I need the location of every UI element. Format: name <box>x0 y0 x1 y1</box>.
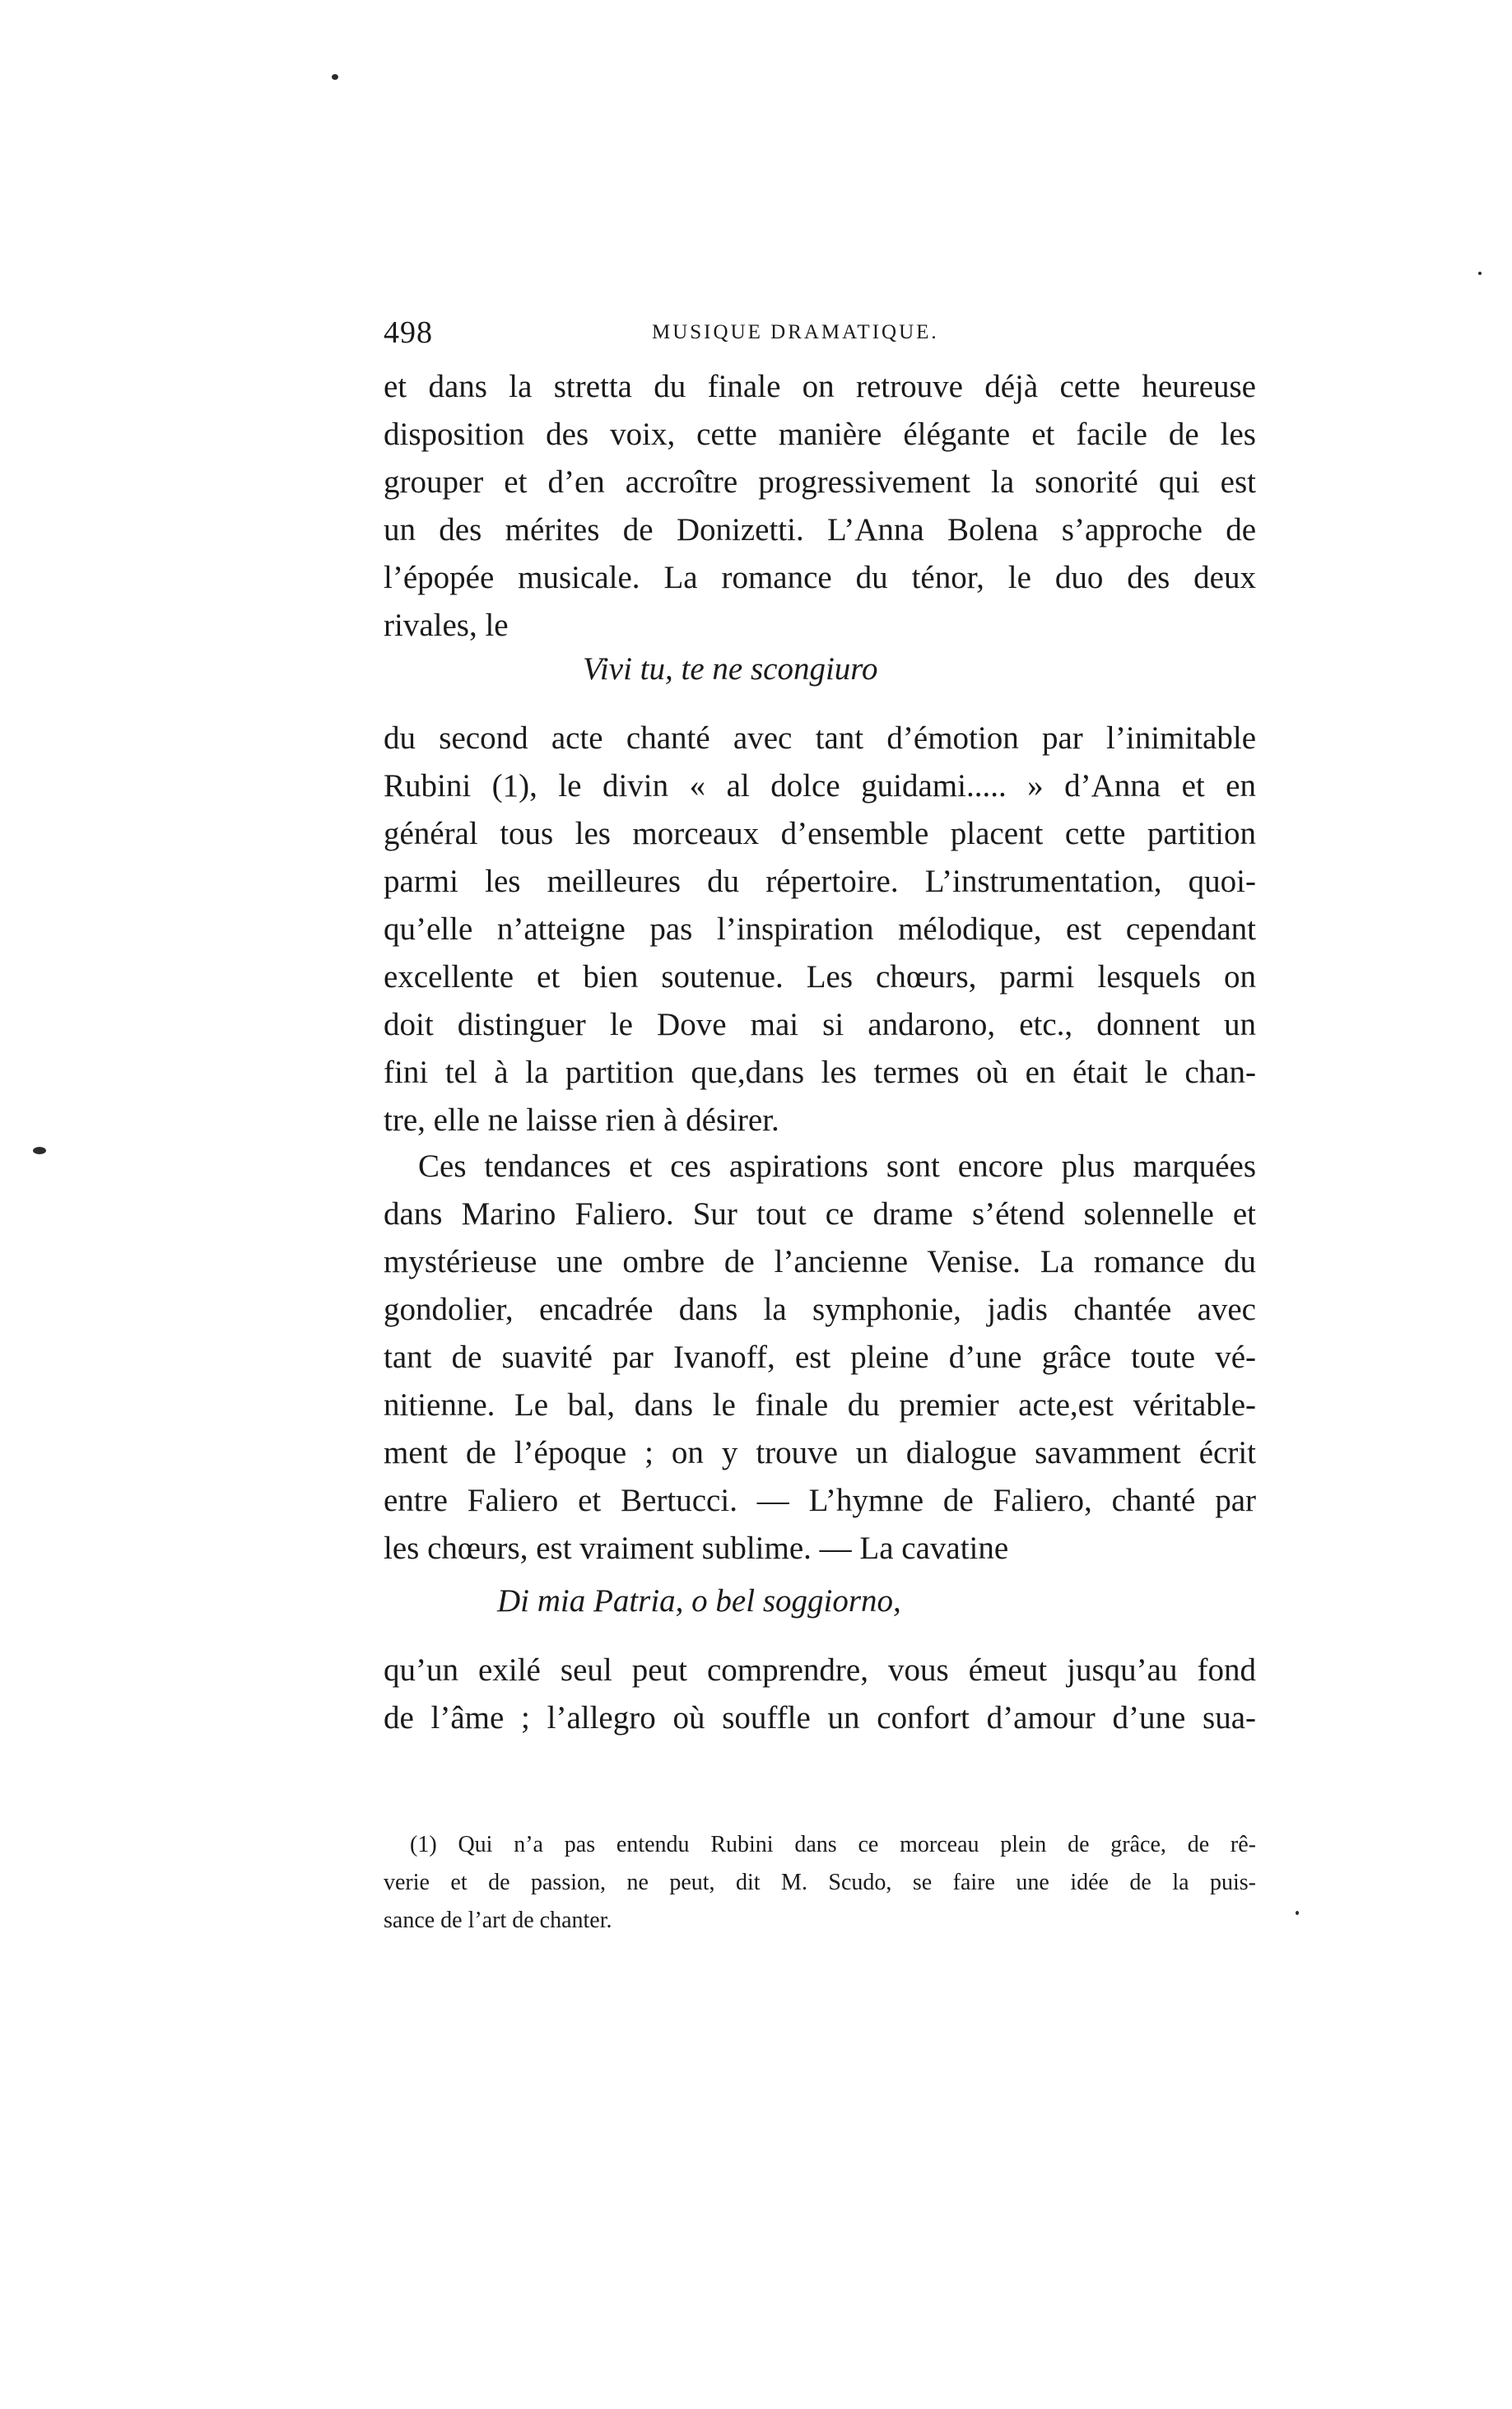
footnote-line: sance de l’art de chanter. <box>384 1908 612 1933</box>
paragraph-4 <box>384 1647 1256 1742</box>
verse-quote-1 <box>384 645 1256 693</box>
footnote-line: (1) Qui n’a pas entendu Rubini dans ce morceau plein de grâce, de rê- <box>410 1832 1256 1857</box>
text-line: Rubini (1), le divin « al dolce guidami..... » d’Anna et en <box>384 768 1256 804</box>
page-header <box>384 315 1272 356</box>
text-line: général tous les morceaux d’ensemble placent cette partition <box>384 816 1256 851</box>
verse-quote-2 <box>384 1577 1256 1625</box>
text-line: ment de l’époque ; on y trouve un dialogue savamment écrit <box>384 1435 1256 1470</box>
text-line: excellente et bien soutenue. Les chœurs, parmi lesquels on <box>384 959 1256 995</box>
page-number: 498 <box>384 315 433 350</box>
paragraph-1 <box>384 363 1256 650</box>
text-line: grouper et d’en accroître progressivement la sonorité qui est <box>384 464 1256 500</box>
text-line: l’épopée musicale. La romance du ténor, le duo des deux <box>384 560 1256 595</box>
scan-speck <box>1478 272 1482 275</box>
text-line: qu’un exilé seul peut comprendre, vous émeut jusqu’au fond <box>384 1652 1256 1688</box>
text-line: tre, elle ne laisse rien à désirer. <box>384 1102 779 1138</box>
text-line: mystérieuse une ombre de l’ancienne Venise. La romance du <box>384 1244 1256 1279</box>
verse-line: Di mia Patria, o bel soggiorno, <box>497 1583 901 1619</box>
text-line: doit distinguer le Dove mai si andarono, etc., donnent un <box>384 1007 1256 1042</box>
text-line: rivales, le <box>384 608 509 643</box>
scan-speck <box>332 74 338 80</box>
text-line: tant de suavité par Ivanoff, est pleine d’une grâce toute vé- <box>384 1340 1256 1375</box>
text-line: de l’âme ; l’allegro où souffle un confort d’amour d’une sua- <box>384 1700 1256 1736</box>
text-line: nitienne. Le bal, dans le finale du premier acte,est véritable- <box>384 1387 1256 1423</box>
verse-line: Vivi tu, te ne scongiuro <box>583 651 878 687</box>
footnote-line: verie et de passion, ne peut, dit M. Scudo, se faire une idée de la puis- <box>384 1870 1256 1895</box>
running-head: MUSIQUE DRAMATIQUE. <box>652 321 939 343</box>
text-line: du second acte chanté avec tant d’émotion par l’inimitable <box>384 720 1256 756</box>
text-line: parmi les meilleures du répertoire. L’instrumentation, quoi- <box>384 864 1256 899</box>
text-line: un des mérites de Donizetti. L’Anna Bolena s’approche de <box>384 512 1256 548</box>
paragraph-2 <box>384 715 1256 1144</box>
text-line: et dans la stretta du finale on retrouve déjà cette heureuse <box>384 369 1256 404</box>
scan-speck <box>1296 1911 1299 1915</box>
text-line: les chœurs, est vraiment sublime. — La cavatine <box>384 1531 1009 1566</box>
text-line: dans Marino Faliero. Sur tout ce drame s’étend solennelle et <box>384 1196 1256 1232</box>
paragraph-3 <box>384 1143 1256 1573</box>
text-line: entre Faliero et Bertucci. — L’hymne de Faliero, chanté par <box>384 1483 1256 1518</box>
text-line: fini tel à la partition que,dans les termes où en était le chan- <box>384 1055 1256 1090</box>
text-line: gondolier, encadrée dans la symphonie, jadis chantée avec <box>384 1292 1256 1327</box>
footnote <box>384 1826 1256 1940</box>
text-line: qu’elle n’atteigne pas l’inspiration mélodique, est cependant <box>384 911 1256 947</box>
text-line: Ces tendances et ces aspirations sont encore plus marquées <box>418 1149 1256 1184</box>
scan-speck <box>33 1147 46 1154</box>
text-line: disposition des voix, cette manière élégante et facile de les <box>384 417 1256 452</box>
